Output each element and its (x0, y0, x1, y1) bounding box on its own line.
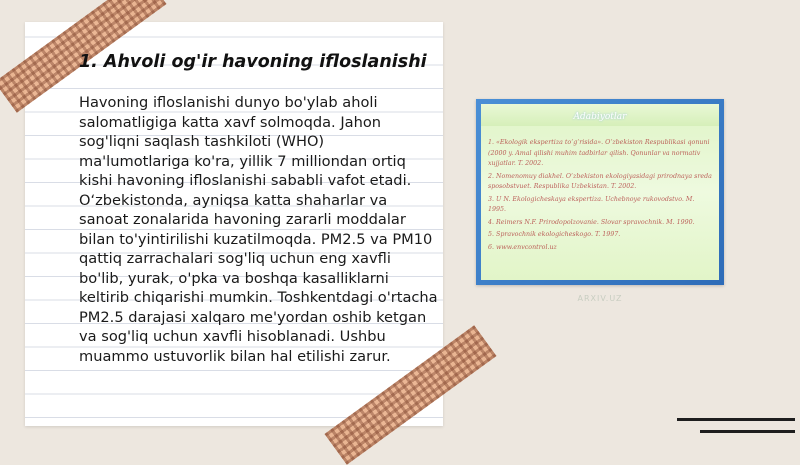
slide-body-text: Havoning ifloslanishi dunyo bo'ylab aholi salomatligiga katta xavf solmoqda. Jahon sog'liqni saqlash tashkiloti (WHO) ma'lumotlariga ko'ra, yillik 7 milliondan ortiq kishi havoning ifloslanishi sababli vafot etadi. O‘zbekistonda, ayniqsa katta shaharlar va sanoat zonalarida havoning zararli moddalar bilan to'yintirilishi kuzatilmoqda. PM2.5 va PM10 qattiq zarrachalari sog'liq uchun eng xavfli bo'lib, yurak, o'pka va boshqa kasalliklarni keltirib chiqarishi mumkin. Toshkentdagi o'rtacha PM2.5 darajasi xalqaro me'yordan oshib ketgan va sog'liq uchun xavfli hisoblanadi. Ushbu muammo ustuvorlik bilan hal etilishi zarur. (79, 94, 438, 365)
slide-title: 1. Ahvoli og'ir havoning ifloslanishi (79, 52, 427, 72)
reference-item: 2. Nomenomuy diakhel. O‘zbekiston ekologiyasidagi prirodnaya sreda sposobstvuet. Respublika Uzbekistan. T. 2002. (488, 172, 712, 190)
decorative-line-bottom (700, 430, 795, 433)
reference-item: 5. Spravochnik ekologicheskogo. T. 1997. (488, 231, 621, 238)
reference-item: 6. www.envcontrol.uz (488, 243, 557, 251)
reference-item: 1. «Ekologik ekspertiza to‘g‘risida». O‘zbekiston Respublikasi qonuni (2000 y. Amal qilishi muhim tadbirlar qilish. Qonunlar va normativ xujjatlar. T. 2002. (488, 139, 710, 167)
watermark-text: ARXIV.UZ (577, 294, 623, 303)
references-panel (481, 104, 719, 280)
reference-item: 4. Reimers N.F. Prirodopolzovanie. Slovar spravochnik. M. 1990. (488, 218, 695, 226)
reference-item: 3. U N. Ekologicheskaya ekspertiza. Uchebnoye rukovodstvo. M. 1995. (488, 195, 695, 213)
references-header (481, 104, 719, 126)
references-heading: Adabiyotlar (573, 112, 627, 122)
references-list (488, 138, 713, 255)
references-image (476, 99, 724, 303)
decorative-line-top (677, 418, 795, 421)
